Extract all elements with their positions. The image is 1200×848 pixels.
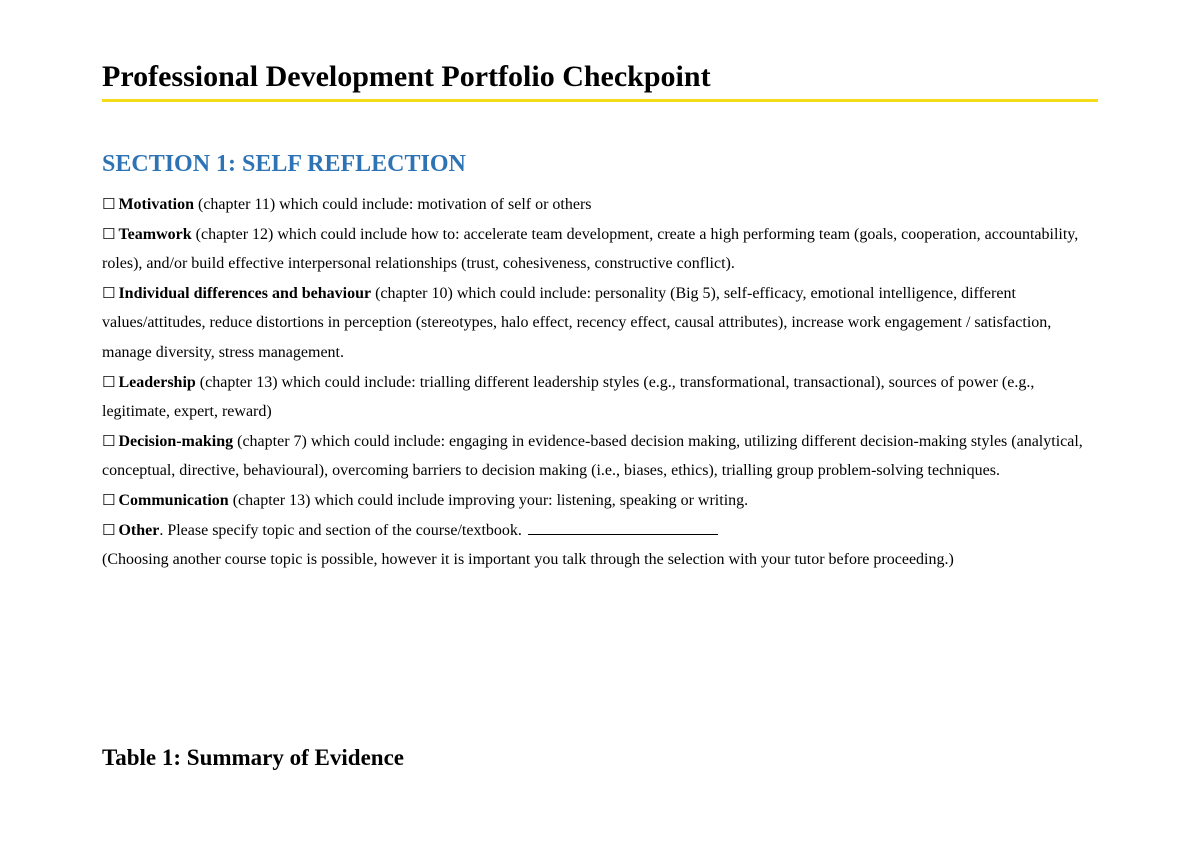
topic-detail: (chapter 13) which could include: trialling different leadership styles (e.g., transformational, transactional), sources of power (e.g., legitimate, expert, reward) xyxy=(102,373,1035,421)
checkbox-other[interactable]: ☐ xyxy=(102,520,116,539)
topic-item-other xyxy=(102,516,1098,546)
topic-name: Teamwork xyxy=(118,225,192,243)
section-heading: SECTION 1: SELF REFLECTION xyxy=(102,151,466,177)
table-heading: Table 1: Summary of Evidence xyxy=(102,745,404,770)
topic-name: Leadership xyxy=(118,373,196,391)
checkbox-decision-making[interactable]: ☐ xyxy=(102,431,116,450)
topic-name: Decision-making xyxy=(118,432,234,450)
topic-checklist xyxy=(102,190,1098,575)
other-topic-note: (Choosing another course topic is possible, however it is important you talk through the selection with your tutor before proceeding.) xyxy=(102,551,954,569)
topic-name: Individual differences and behaviour xyxy=(118,284,372,302)
topic-item-motivation xyxy=(102,190,1098,220)
topic-item-communication xyxy=(102,486,1098,516)
checkbox-motivation[interactable]: ☐ xyxy=(102,195,116,213)
topic-name: Motivation xyxy=(118,196,194,213)
topic-detail: (chapter 10) which could include: personality (Big 5), self-efficacy, emotional intelligence, different values/attitudes, reduce distortions in perception (stereotypes, halo effect, recency effect, causal attributes), increase work engagement / satisfaction, manage diversity, stress management. xyxy=(102,284,1052,361)
topic-detail: (chapter 13) which could include improving your: listening, speaking or writing. xyxy=(228,491,749,509)
document-title: Professional Development Portfolio Checkpoint xyxy=(102,60,711,93)
topic-detail: (chapter 11) which could include: motivation of self or others xyxy=(194,196,592,213)
checkbox-communication[interactable]: ☐ xyxy=(102,490,116,509)
topic-name: Other xyxy=(118,521,160,539)
topic-item-teamwork xyxy=(102,220,1098,279)
topic-name: Communication xyxy=(118,491,229,509)
topic-detail: (chapter 12) which could include how to: accelerate team development, create a high performing team (goals, cooperation, accountability, roles), and/or build effective interpersonal relationships (trust, cohesiveness, constructive conflict). xyxy=(102,225,1079,273)
title-underline-rule xyxy=(102,99,1098,102)
topic-item-individual-differences xyxy=(102,279,1098,368)
topic-item-decision-making xyxy=(102,427,1098,486)
topic-detail: (chapter 7) which could include: engaging in evidence-based decision making, utilizing different decision-making styles (analytical, conceptual, directive, behavioural), overcoming barriers to decision making (i.e., biases, ethics), trialling group problem-solving techniques. xyxy=(102,432,1083,480)
other-topic-blank-field[interactable] xyxy=(528,520,718,535)
topic-detail: . Please specify topic and section of the course/textbook. xyxy=(159,521,522,539)
checkbox-teamwork[interactable]: ☐ xyxy=(102,224,116,243)
checkbox-leadership[interactable]: ☐ xyxy=(102,372,116,391)
checkbox-individual-differences[interactable]: ☐ xyxy=(102,283,116,302)
topic-item-leadership xyxy=(102,368,1098,427)
